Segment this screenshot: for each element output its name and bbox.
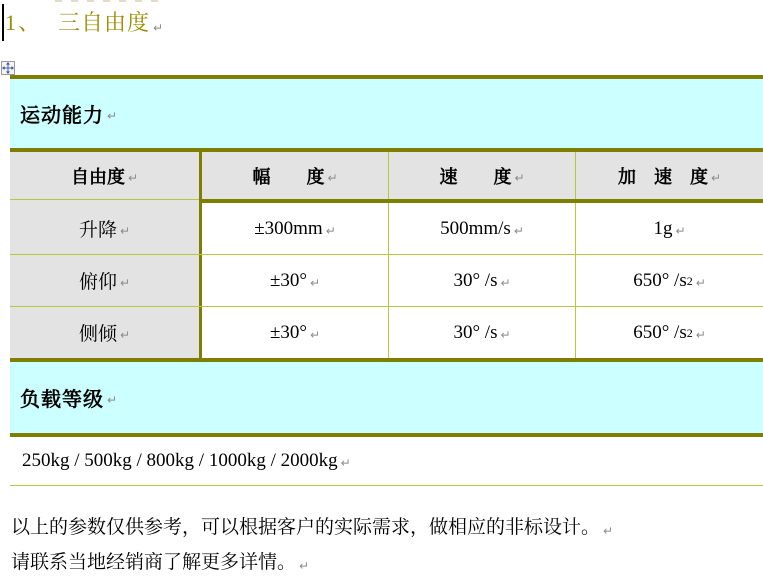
table-row-lift xyxy=(10,203,763,254)
cell-accel-pitch: 650° /s 2 ↵ xyxy=(576,255,763,306)
load-level-banner xyxy=(10,362,763,433)
cell-accel-roll: 650° /s 2 ↵ xyxy=(576,307,763,358)
table-bottom-border xyxy=(10,485,763,486)
spec-table xyxy=(10,75,763,486)
paragraph-mark-icon: ↵ xyxy=(309,327,321,342)
paragraph-mark-icon: ↵ xyxy=(299,559,310,573)
cell-speed-roll: 30° /s ↵ xyxy=(389,307,576,358)
header-cell-acceleration: 加 速 度 ↵ xyxy=(576,152,763,199)
header-cell-amplitude: 幅 度 ↵ xyxy=(202,152,389,199)
paragraph-mark-icon: ↵ xyxy=(695,327,706,342)
paragraph-mark-icon: ↵ xyxy=(119,275,131,290)
section-heading xyxy=(5,6,163,37)
footer-note-paragraph: 以上的参数仅供参考，可以根据客户的实际需求，做相应的非标设计。 ↵ xyxy=(11,517,614,538)
paragraph-mark-icon: ↵ xyxy=(675,223,686,238)
cell-dof-lift: 升降 ↵ xyxy=(10,203,202,254)
cell-speed-pitch: 30° /s ↵ xyxy=(389,255,576,306)
paragraph-mark-icon: ↵ xyxy=(340,456,351,470)
cell-amplitude-roll: ±30° ↵ xyxy=(202,307,389,358)
cell-amplitude-lift: ±300mm ↵ xyxy=(202,203,389,254)
paragraph-mark-icon: ↵ xyxy=(107,392,119,407)
text-cursor-caret xyxy=(2,4,4,41)
paragraph-mark-icon: ↵ xyxy=(153,21,164,35)
paragraph-mark-icon: ↵ xyxy=(325,223,336,238)
paragraph-mark-icon: ↵ xyxy=(119,223,131,238)
paragraph-mark-icon: ↵ xyxy=(119,327,131,342)
paragraph-mark-icon: ↵ xyxy=(603,524,614,538)
load-level-title: 负载等级 xyxy=(20,389,104,411)
cell-accel-lift: 1g ↵ xyxy=(576,203,763,254)
paragraph-mark-icon: ↵ xyxy=(514,170,525,185)
cell-dof-roll: 侧倾 ↵ xyxy=(10,307,202,358)
paragraph-mark-icon: ↵ xyxy=(710,170,722,185)
table-row-pitch xyxy=(10,255,763,306)
paragraph-mark-icon: ↵ xyxy=(127,170,139,185)
load-levels-row xyxy=(10,437,763,485)
paragraph-mark-icon: ↵ xyxy=(309,275,321,290)
footer-contact-paragraph: 请联系当地经销商了解更多详情。 ↵ xyxy=(11,552,310,573)
load-levels-value: 250kg / 500kg / 800kg / 1000kg / 2000kg xyxy=(22,450,338,471)
table-row-roll xyxy=(10,307,763,358)
move-arrows-icon xyxy=(2,62,14,74)
heading-title: 三自由度 xyxy=(58,10,151,35)
paragraph-mark-icon: ↵ xyxy=(107,108,119,123)
paragraph-mark-icon: ↵ xyxy=(500,327,511,342)
clipped-previous-line-artifact xyxy=(55,0,165,2)
table-header-row xyxy=(10,152,763,199)
paragraph-mark-icon: ↵ xyxy=(327,170,338,185)
cell-amplitude-pitch: ±30° ↵ xyxy=(202,255,389,306)
table-move-handle[interactable] xyxy=(1,61,15,75)
heading-number: 1、 xyxy=(5,10,43,35)
paragraph-mark-icon: ↵ xyxy=(513,223,524,238)
paragraph-mark-icon: ↵ xyxy=(500,275,511,290)
motion-capability-banner xyxy=(10,79,763,148)
cell-speed-lift: 500mm/s ↵ xyxy=(389,203,576,254)
paragraph-mark-icon: ↵ xyxy=(695,275,706,290)
header-cell-dof: 自由度 ↵ xyxy=(10,152,202,199)
motion-capability-title: 运动能力 xyxy=(20,105,104,127)
header-cell-speed: 速 度 ↵ xyxy=(389,152,576,199)
cell-dof-pitch: 俯仰 ↵ xyxy=(10,255,202,306)
